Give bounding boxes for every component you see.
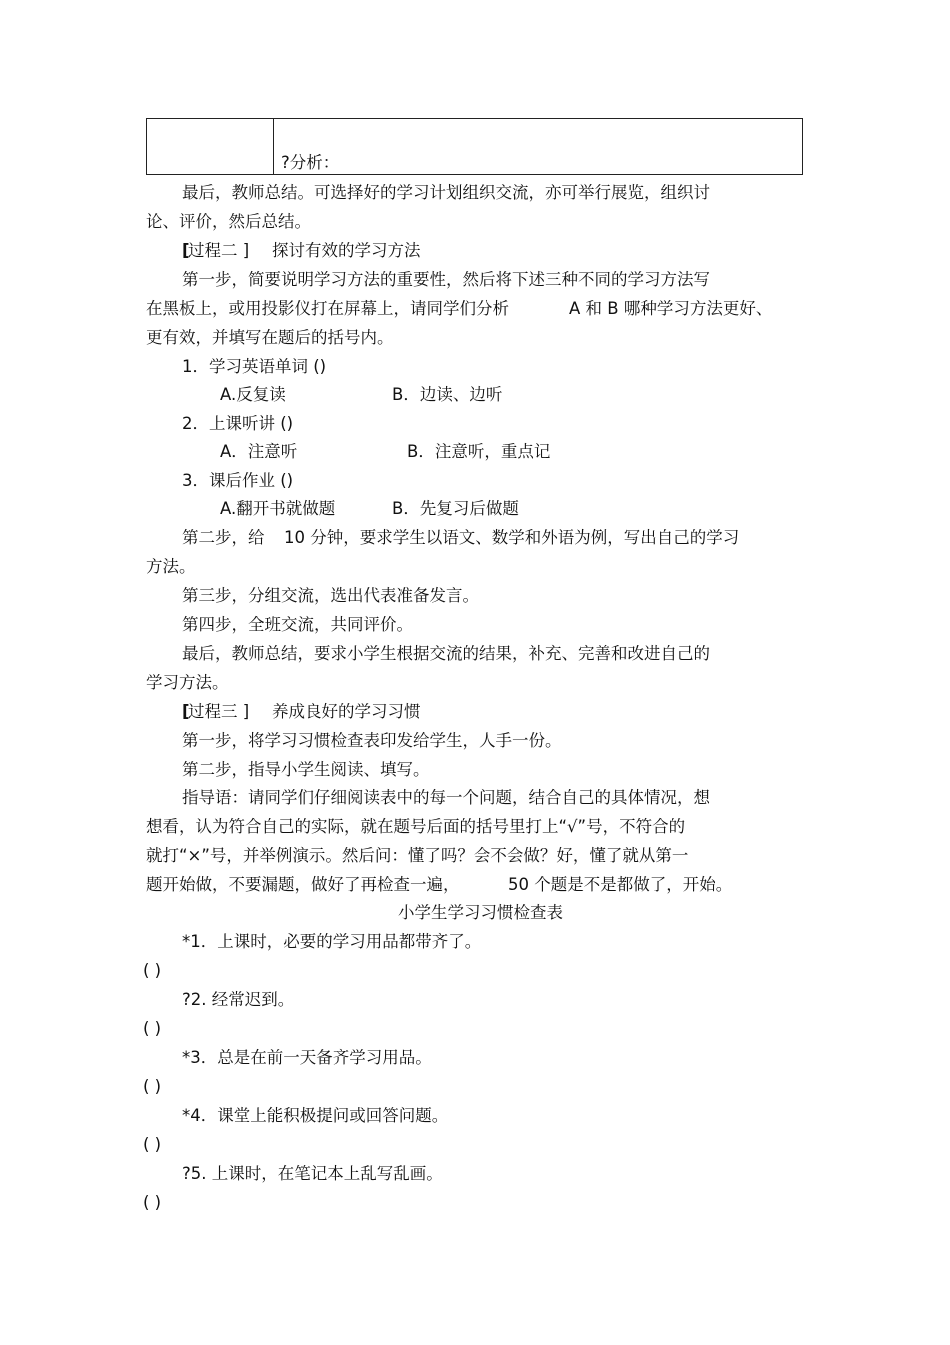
question-2-option-b: B．注意听，重点记 — [407, 442, 551, 461]
step3: 第三步，分组交流，选出代表准备发言。 — [182, 586, 479, 605]
table-divider — [273, 119, 274, 174]
guide-line-4: 题开始做，不要漏题，做好了再检查一遍， — [146, 875, 460, 894]
checklist-item-4-paren: ( ) — [143, 1135, 162, 1154]
question-3-option-a: A.翻开书就做题 — [220, 499, 336, 518]
checklist-item-2-paren: ( ) — [143, 1019, 162, 1038]
process2-title: 过程二 ] — [188, 241, 250, 260]
checklist-item-3: *3．总是在前一天备齐学习用品。 — [182, 1048, 432, 1067]
analysis-label: ?分析： — [281, 153, 340, 172]
question-1-option-a: A.反复读 — [220, 385, 286, 404]
summary1-line-1: 最后，教师总结。可选择好的学习计划组织交流，亦可举行展览，组织讨 — [182, 183, 710, 202]
checklist-item-5: ?5. 上课时，在笔记本上乱写乱画。 — [182, 1164, 443, 1183]
question-1: 1．学习英语单词 () — [182, 357, 327, 376]
checklist-item-4: *4．课堂上能积极提问或回答问题。 — [182, 1106, 449, 1125]
checklist-item-1: *1．上课时，必要的学习用品都带齐了。 — [182, 932, 482, 951]
process3-title: 过程三 ] — [188, 702, 250, 721]
question-3-option-b: B．先复习后做题 — [392, 499, 519, 518]
process3-step1: 第一步，将学习习惯检查表印发给学生，人手一份。 — [182, 731, 562, 750]
summary2-line-2: 学习方法。 — [146, 673, 229, 692]
process2-heading: 探讨有效的学习方法 — [272, 241, 421, 260]
step1-line-2: 在黑板上，或用投影仪打在屏幕上，请同学们分析 — [146, 299, 509, 318]
step1-line-2b: A 和 B 哪种学习方法更好、 — [569, 299, 773, 318]
question-3: 3．课后作业 () — [182, 471, 294, 490]
question-1-option-b: B．边读、边听 — [392, 385, 503, 404]
checklist-item-3-paren: ( ) — [143, 1077, 162, 1096]
header-table — [146, 118, 803, 175]
guide-line-4b: 50 个题是不是都做了，开始。 — [508, 875, 733, 894]
step2-line-1: 10 分钟，要求学生以语文、数学和外语为例，写出自己的学习 — [284, 528, 740, 547]
step4: 第四步，全班交流，共同评价。 — [182, 615, 413, 634]
process3-bracket: [ — [182, 702, 190, 721]
checklist-title: 小学生学习习惯检查表 — [398, 903, 563, 922]
question-2: 2．上课听讲 () — [182, 414, 294, 433]
process3-step2: 第二步，指导小学生阅读、填写。 — [182, 760, 430, 779]
summary1-line-2: 论、评价，然后总结。 — [146, 212, 311, 231]
step2-label: 第二步，给 — [182, 528, 265, 547]
step2-line-2: 方法。 — [146, 557, 196, 576]
summary2-line-1: 最后，教师总结，要求小学生根据交流的结果，补充、完善和改进自己的 — [182, 644, 710, 663]
guide-line-2: 想看，认为符合自己的实际，就在题号后面的括号里打上“√”号，不符合的 — [146, 817, 686, 836]
step1-line-1: 第一步，简要说明学习方法的重要性，然后将下述三种不同的学习方法写 — [182, 270, 710, 289]
question-2-option-a: A．注意听 — [220, 442, 298, 461]
guide-line-1: 指导语：请同学们仔细阅读表中的每一个问题，结合自己的具体情况，想 — [182, 788, 710, 807]
process2-bracket: [ — [182, 241, 190, 260]
checklist-item-1-paren: ( ) — [143, 961, 162, 980]
checklist-item-2: ?2. 经常迟到。 — [182, 990, 295, 1009]
checklist-item-5-paren: ( ) — [143, 1193, 162, 1212]
guide-line-3: 就打“×”号，并举例演示。然后问：懂了吗？会不会做？好，懂了就从第一 — [146, 846, 689, 865]
process3-heading: 养成良好的学习习惯 — [272, 702, 421, 721]
step1-line-3: 更有效，并填写在题后的括号内。 — [146, 328, 394, 347]
